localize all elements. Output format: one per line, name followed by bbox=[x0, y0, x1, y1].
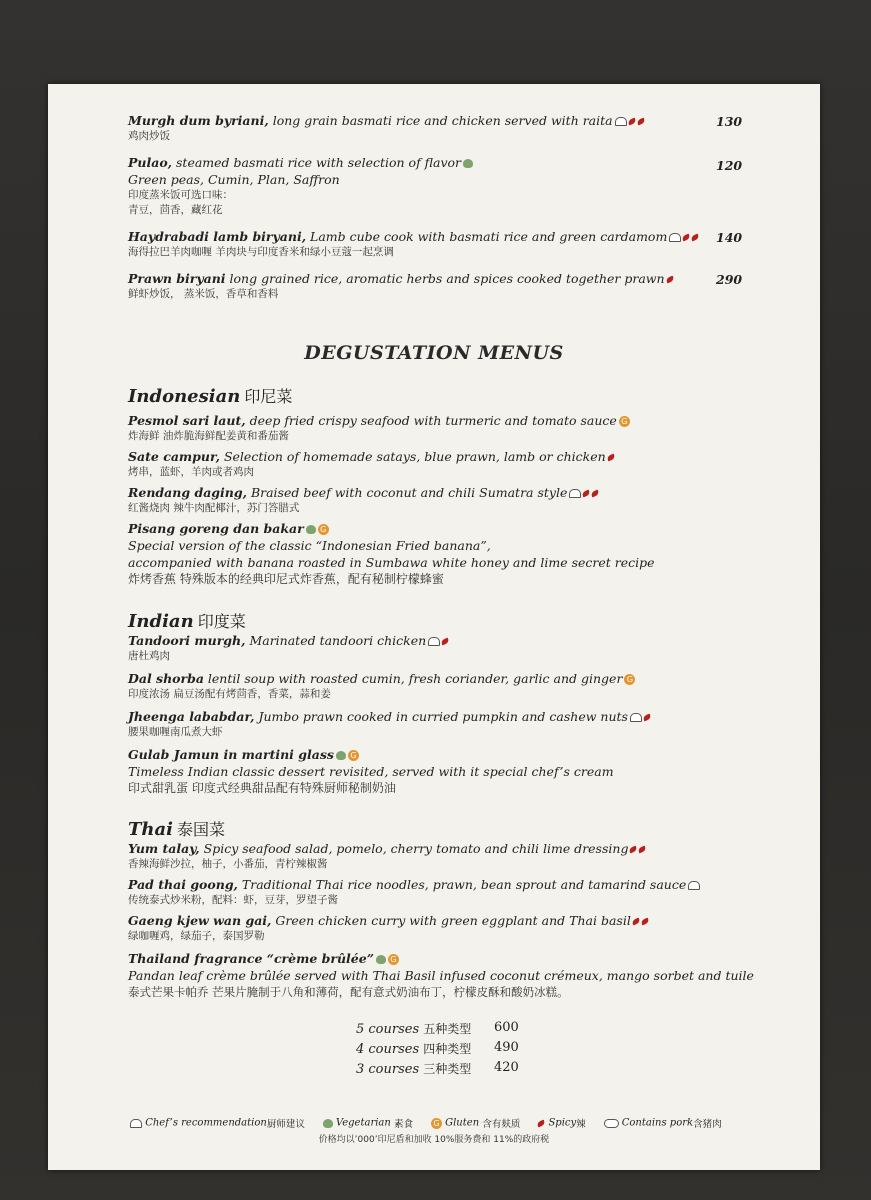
item-description: lentil soup with roasted cumin, fresh coriander, garlic and ginger bbox=[203, 671, 623, 686]
menu-item-pisang-goreng bbox=[128, 520, 655, 587]
course-option-5 bbox=[356, 1020, 519, 1037]
course-chinese: 四种类型 bbox=[423, 1042, 472, 1056]
item-description: Pandan leaf crème brûlée served with Thai Basil infused coconut crémeux, mango sorbet and tuile bbox=[128, 968, 754, 983]
item-description-2: Green peas, Cumin, Plan, Saffron bbox=[128, 172, 340, 187]
item-name: Rendang daging, bbox=[128, 485, 247, 500]
legend-gluten-label: Gluten bbox=[445, 1117, 480, 1129]
item-chinese: 红酱烧肉 辣牛肉配椰汁，苏门答腊式 bbox=[128, 502, 300, 514]
item-chinese: 印度浓汤 扁豆汤配有烤茴香，香菜，蒜和姜 bbox=[128, 688, 331, 700]
item-name: Haydrabadi lamb biryani, bbox=[128, 229, 307, 244]
legend-pork-label: Contains pork bbox=[621, 1117, 694, 1129]
leaf-icon bbox=[336, 751, 346, 760]
menu-item-gulab-jamun bbox=[128, 746, 614, 796]
legend-spicy-label: Spicy bbox=[548, 1117, 577, 1129]
chili-icon bbox=[631, 918, 640, 926]
legend-pork-chinese: 含猪肉 bbox=[693, 1119, 722, 1130]
item-chinese: 印式甜乳蛋 印度式经典甜品配有特殊厨师秘制奶油 bbox=[128, 781, 396, 795]
item-name: Pad thai goong, bbox=[128, 877, 238, 892]
chili-icon bbox=[642, 714, 651, 722]
item-chinese: 炸烤香蕉 特殊版本的经典印尼式炸香蕉，配有秘制柠檬蜂蜜 bbox=[128, 572, 444, 586]
course-option-3 bbox=[356, 1060, 519, 1077]
price-footnote: 价格均以’000’印尼盾和加收 10%服务费和 11%的政府税 bbox=[318, 1135, 550, 1145]
item-name: Tandoori murgh, bbox=[128, 633, 246, 648]
item-name: Pisang goreng dan bakar bbox=[128, 521, 304, 536]
category-chinese: 印尼菜 bbox=[244, 387, 293, 406]
item-description: Special version of the classic “Indonesian Fried banana”, bbox=[128, 538, 491, 553]
legend-veg-label: Vegetarian bbox=[335, 1117, 391, 1129]
chili-icon bbox=[665, 276, 674, 284]
chef-hat-icon bbox=[669, 233, 681, 242]
menu-item-sate-campur bbox=[128, 448, 615, 480]
item-name: Sate campur, bbox=[128, 449, 220, 464]
chef-hat-icon bbox=[428, 637, 440, 646]
leaf-icon bbox=[306, 525, 316, 534]
menu-item-dal-shorba bbox=[128, 670, 635, 702]
item-chinese: 传统泰式炒米粉，配料：虾，豆芽，罗望子酱 bbox=[128, 894, 338, 906]
menu-item-prawn-biryani bbox=[128, 270, 674, 302]
chili-icon bbox=[441, 638, 450, 646]
item-price: 130 bbox=[716, 114, 743, 129]
item-chinese: 绿咖喱鸡，绿茄子，泰国罗勒 bbox=[128, 930, 265, 942]
item-chinese: 香辣海鲜沙拉，柚子，小番茄，青柠辣椒酱 bbox=[128, 858, 328, 870]
course-price: 600 bbox=[494, 1020, 519, 1035]
item-name: Dal shorba bbox=[128, 671, 204, 686]
item-description: Traditional Thai rice noodles, prawn, bean sprout and tamarind sauce bbox=[237, 877, 687, 892]
category-chinese: 印度菜 bbox=[197, 612, 246, 631]
category-heading-indian bbox=[128, 609, 246, 632]
legend-gluten-chinese: 含有麸质 bbox=[482, 1119, 521, 1130]
item-name: Prawn biryani bbox=[128, 271, 226, 286]
item-description-2: accompanied with banana roasted in Sumbawa white honey and lime secret recipe bbox=[128, 555, 655, 570]
icon-legend bbox=[128, 1116, 722, 1130]
chili-icon bbox=[537, 1119, 546, 1127]
menu-item-thailand-creme-brulee bbox=[128, 950, 754, 1000]
category-name: Thai bbox=[128, 819, 173, 840]
menu-item-tandoori-murgh bbox=[128, 632, 449, 664]
item-name: Pesmol sari laut, bbox=[128, 413, 246, 428]
legend-chef-chinese: 厨师建议 bbox=[266, 1119, 305, 1130]
item-price: 140 bbox=[716, 230, 743, 245]
gluten-icon: G bbox=[624, 674, 635, 685]
chili-icon bbox=[629, 846, 638, 854]
menu-item-yum-talay bbox=[128, 840, 646, 872]
menu-item-pesmol-sari-laut bbox=[128, 412, 630, 444]
course-price: 490 bbox=[494, 1040, 519, 1055]
item-chinese: 印度蒸米饭可选口味： bbox=[128, 189, 233, 201]
item-price: 290 bbox=[716, 272, 743, 287]
item-name: Pulao, bbox=[128, 155, 173, 170]
menu-item-gaeng-kjew-wan-gai bbox=[128, 912, 649, 944]
menu-item-haydrabadi-lamb-biryani bbox=[128, 228, 699, 260]
category-heading-thai bbox=[128, 817, 225, 840]
item-chinese: 烤串，蓝虾，羊肉或者鸡肉 bbox=[128, 466, 254, 478]
chili-icon bbox=[640, 918, 649, 926]
item-chinese: 鲜虾炒饭， 蒸米饭，香草和香料 bbox=[128, 288, 279, 300]
item-description: Jumbo prawn cooked in curried pumpkin and cashew nuts bbox=[254, 709, 628, 724]
gluten-icon: G bbox=[318, 524, 329, 535]
item-chinese-2: 青豆，茴香，藏红花 bbox=[128, 204, 223, 216]
course-label: 4 courses bbox=[356, 1042, 420, 1057]
chili-icon bbox=[636, 118, 645, 126]
item-description: Marinated tandoori chicken bbox=[245, 633, 427, 648]
item-name: Yum talay, bbox=[128, 841, 200, 856]
item-description: long grained rice, aromatic herbs and spices cooked together prawn bbox=[225, 271, 665, 286]
item-name: Gaeng kjew wan gai, bbox=[128, 913, 272, 928]
item-description: Green chicken curry with green eggplant and Thai basil bbox=[271, 913, 631, 928]
chili-icon bbox=[691, 234, 700, 242]
menu-item-pad-thai-goong bbox=[128, 876, 700, 908]
item-name: Jheenga lababdar, bbox=[128, 709, 255, 724]
menu-item-pulao bbox=[128, 154, 473, 218]
legend-spicy-chinese: 辣 bbox=[576, 1119, 586, 1130]
menu-page bbox=[48, 84, 820, 1170]
item-description: steamed basmati rice with selection of flavor bbox=[172, 155, 462, 170]
leaf-icon bbox=[376, 955, 386, 964]
item-name: Gulab Jamun in martini glass bbox=[128, 747, 334, 762]
item-chinese: 炸海鲜 油炸脆海鲜配姜黄和番茄酱 bbox=[128, 430, 289, 442]
item-description: Timeless Indian classic dessert revisited, served with it special chef’s cream bbox=[128, 764, 614, 779]
chili-icon bbox=[682, 234, 691, 242]
section-title: DEGUSTATION MENUS bbox=[304, 342, 564, 364]
category-heading-indonesian bbox=[128, 384, 292, 407]
chef-hat-icon bbox=[630, 713, 642, 722]
gluten-icon: G bbox=[348, 750, 359, 761]
course-label: 3 courses bbox=[356, 1062, 420, 1077]
chef-hat-icon bbox=[569, 489, 581, 498]
item-chinese: 腰果咖喱南瓜煮大虾 bbox=[128, 726, 223, 738]
gluten-icon: G bbox=[388, 954, 399, 965]
course-option-4 bbox=[356, 1040, 519, 1057]
chili-icon bbox=[606, 454, 615, 462]
legend-veg-chinese: 素食 bbox=[394, 1119, 414, 1130]
chef-hat-icon bbox=[130, 1119, 142, 1128]
course-chinese: 五种类型 bbox=[423, 1022, 472, 1036]
item-chinese: 泰式芒果卡帕乔 芒果片腌制于八角和薄荷，配有意式奶油布丁，柠檬皮酥和酸奶冰糕。 bbox=[128, 985, 569, 999]
item-description: long grain basmati rice and chicken served with raita bbox=[268, 113, 613, 128]
category-chinese: 泰国菜 bbox=[176, 820, 225, 839]
course-chinese: 三种类型 bbox=[423, 1062, 472, 1076]
item-description: Selection of homemade satays, blue prawn, lamb or chicken bbox=[220, 449, 606, 464]
item-chinese: 鸡肉炒饭 bbox=[128, 130, 170, 142]
item-description: Lamb cube cook with basmati rice and green cardamom bbox=[306, 229, 668, 244]
gluten-icon: G bbox=[431, 1118, 442, 1129]
leaf-icon bbox=[323, 1119, 333, 1128]
menu-item-rendang-daging bbox=[128, 484, 599, 516]
leaf-icon bbox=[463, 159, 473, 168]
chili-icon bbox=[582, 490, 591, 498]
item-chinese: 唐杜鸡肉 bbox=[128, 650, 170, 662]
chili-icon bbox=[627, 118, 636, 126]
item-description: deep fried crispy seafood with turmeric and tomato sauce bbox=[245, 413, 617, 428]
item-description: Spicy seafood salad, pomelo, cherry tomato and chili lime dressing bbox=[199, 841, 629, 856]
category-name: Indonesian bbox=[128, 386, 241, 407]
course-price: 420 bbox=[494, 1060, 519, 1075]
legend-chef-label: Chef’s recommendation bbox=[145, 1117, 267, 1129]
item-name: Thailand fragrance “crème brûlée” bbox=[128, 951, 374, 966]
category-name: Indian bbox=[128, 611, 194, 632]
chef-hat-icon bbox=[688, 881, 700, 890]
item-name: Murgh dum byriani, bbox=[128, 113, 269, 128]
item-description: Braised beef with coconut and chili Sumatra style bbox=[246, 485, 568, 500]
gluten-icon: G bbox=[619, 416, 630, 427]
chili-icon bbox=[638, 846, 647, 854]
item-chinese: 海得拉巴羊肉咖喱 羊肉块与印度香米和绿小豆蔻一起烹调 bbox=[128, 246, 394, 258]
chef-hat-icon bbox=[615, 117, 627, 126]
menu-item-murgh-dum-biryani bbox=[128, 112, 645, 144]
pig-icon bbox=[604, 1119, 619, 1128]
chili-icon bbox=[591, 490, 600, 498]
menu-item-jheenga-lababdar bbox=[128, 708, 651, 740]
item-price: 120 bbox=[716, 158, 743, 173]
course-label: 5 courses bbox=[356, 1022, 420, 1037]
